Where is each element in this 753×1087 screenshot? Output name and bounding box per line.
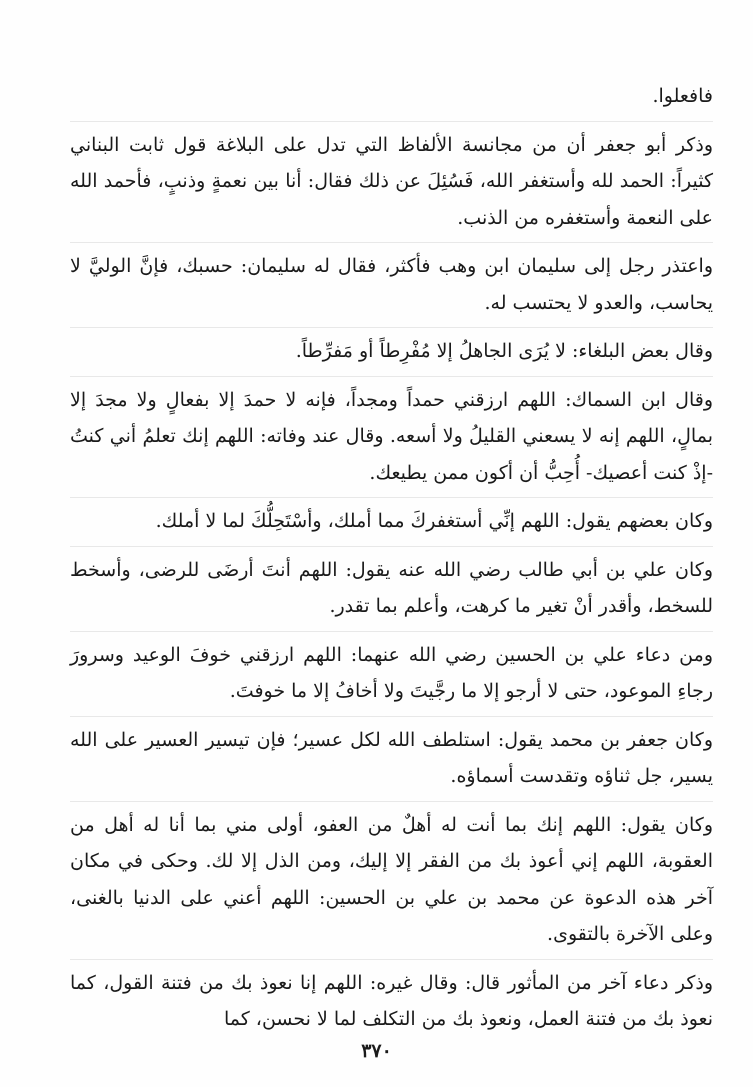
paragraph-11: وذكر دعاء آخر من المأثور قال: وقال غيره: اللهم إنا نعوذ بك من فتنة القول، كما نعوذ بك من فتنة العمل، ونعوذ بك من التكلف لما لا نحسن، كما [70,971,713,1030]
paragraph-4: وقال بعض البلغاء: لا يُرَى الجاهلُ إلا مُفْرِطاً أو مَفرِّطاً. [70,333,713,377]
paragraph-7: وكان علي بن أبي طالب رضي الله عنه يقول: اللهم أنتَ أرضَى للرضى، وأسخط للسخط، وأقدر أنْ تغير ما كرهت، وأعلم بما تقدر. [70,552,713,632]
paragraph-9: وكان جعفر بن محمد يقول: استلطف الله لكل عسير؛ فإن تيسير العسير على الله يسير، جل ثناؤه وتقدست أسماؤه. [70,722,713,802]
paragraph-5: وقال ابن السماك: اللهم ارزقني حمداً ومجداً، فإنه لا حمدَ إلا بفعالٍ ولا مجدَ إلا بمالٍ، اللهم إنه لا يسعني القليلُ ولا أسعه. وقال عند وفاته: اللهم إنك تعلمُ أني كنتُ -إذْ كنت أعصيك- أُحِبُّ أن أكون ممن يطيعك. [70,382,713,499]
paragraph-6: وكان بعضهم يقول: اللهم إنِّي أستغفركَ مما أملك، وأسْتَحِلُّكَ لما لا أملك. [70,503,713,547]
paragraph-1: فافعلوا. [70,78,713,122]
paragraph-2: وذكر أبو جعفر أن من مجانسة الألفاظ التي تدل على البلاغة قول ثابت البناني كثيراً: الحمد لله وأستغفر الله، فَسُئِلَ عن ذلك فقال: أنا بين نعمةٍ وذنبٍ، فأحمد الله على النعمة وأستغفره من الذنب. [70,127,713,244]
paragraph-3: واعتذر رجل إلى سليمان ابن وهب فأكثر، فقال له سليمان: حسبك، فإنَّ الوليَّ لا يحاسب، والعدو لا يحتسب له. [70,248,713,328]
paragraph-8: ومن دعاء علي بن الحسين رضي الله عنهما: اللهم ارزقني خوفَ الوعيد وسرورَ رجاءِ الموعود، حتى لا أرجو إلا ما رجَّيتَ ولا أخافُ إلا ما خوفتَ. [70,637,713,717]
paragraph-10: وكان يقول: اللهم إنك بما أنت له أهلٌ من العفو، أولى مني بما أنا له أهل من العقوبة، اللهم إني أعوذ بك من الفقر إلا إليك، ومن الذل إلا لك. وحكى في مكان آخر هذه الدعوة عن محمد بن علي بن الحسين: اللهم أعني على الدنيا بالغنى، وعلى الآخرة بالتقوى. [70,807,713,960]
body-text [70,78,713,1049]
page-number: ٣٧٠ [361,1040,392,1062]
